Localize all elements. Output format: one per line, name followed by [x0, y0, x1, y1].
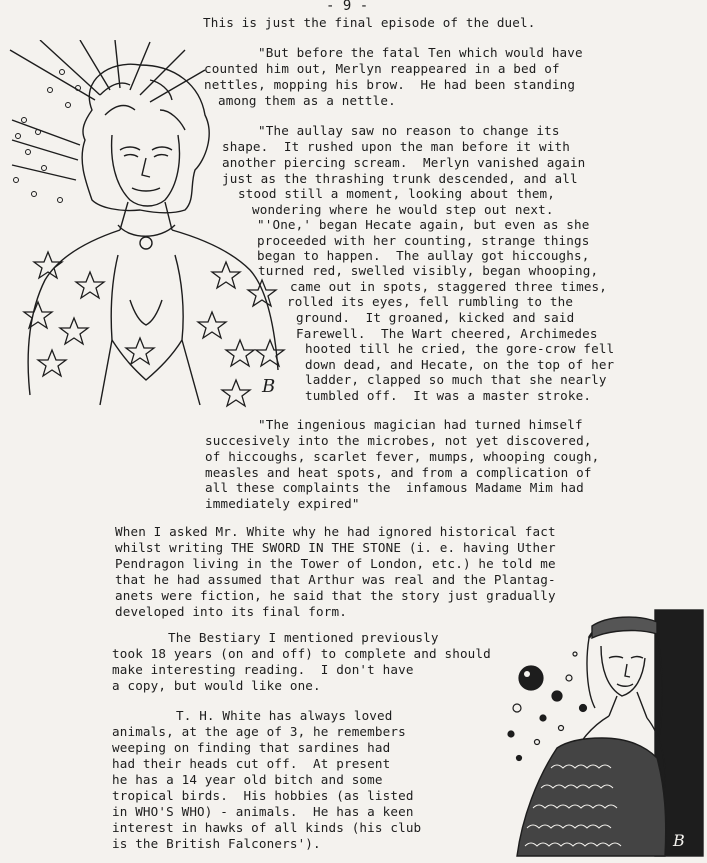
page-number: - 9 - [326, 0, 369, 14]
text-line: weeping on finding that sardines had [112, 740, 391, 755]
text-line: immediately expired" [205, 496, 360, 511]
text-line: began to happen. The aullay got hiccoughs, [257, 248, 590, 263]
text-line: all these complaints the infamous Madame Mim had [205, 480, 584, 495]
text-line: "The aullay saw no reason to change its [258, 123, 560, 138]
text-line: developed into its final form. [115, 604, 347, 619]
text-line: Farewell. The Wart cheered, Archimedes [296, 326, 598, 341]
text-line: came out in spots, staggered three times, [290, 279, 608, 294]
text-line: "'One,' began Hecate again, but even as she [257, 217, 590, 232]
text-line: counted him out, Merlyn reappeared in a bed of [204, 61, 560, 76]
witch-illustration [0, 40, 290, 440]
text-line: When I asked Mr. White why he had ignored historical fact [115, 524, 556, 539]
text-line: animals, at the age of 3, he remembers [112, 724, 406, 739]
text-line: anets were fiction, he said that the story just gradually [115, 588, 556, 603]
text-line: another piercing scream. Merlyn vanished again [222, 155, 586, 170]
text-line: rolled its eyes, fell rumbling to the [287, 294, 574, 309]
text-line: "But before the fatal Ten which would have [258, 45, 583, 60]
text-line: in WHO'S WHO) - animals. He has a keen [112, 804, 414, 819]
text-line: wondering where he would step out next. [252, 202, 554, 217]
text-line: proceeded with her counting, strange things [257, 233, 590, 248]
text-line: stood still a moment, looking about them, [238, 186, 556, 201]
text-line: Pendragon living in the Tower of London, etc.) he told me [115, 556, 556, 571]
text-line: among them as a nettle. [218, 93, 396, 108]
text-line: make interesting reading. I don't have [112, 662, 414, 677]
text-line: hooted till he cried, the gore-crow fell [305, 341, 615, 356]
text-line: had their heads cut off. At present [112, 756, 391, 771]
text-line: interest in hawks of all kinds (his club [112, 820, 422, 835]
text-line: just as the thrashing trunk descended, and all [222, 171, 578, 186]
text-line: he has a 14 year old bitch and some [112, 772, 383, 787]
text-line: "The ingenious magician had turned himself [258, 417, 583, 432]
text-line: is the British Falconers'). [112, 836, 321, 851]
text-line: whilst writing THE SWORD IN THE STONE (i. e. having Uther [115, 540, 556, 555]
artist-signature: B [673, 831, 685, 850]
text-line: tropical birds. His hobbies (as listed [112, 788, 414, 803]
text-line: T. H. White has always loved [176, 708, 393, 723]
artist-signature: B [262, 376, 276, 397]
text-line: that he had assumed that Arthur was real and the Plantag- [115, 572, 556, 587]
text-line: down dead, and Hecate, on the top of her [305, 357, 615, 372]
woman-illustration [497, 608, 707, 858]
text-line: nettles, mopping his brow. He had been standing [204, 77, 576, 92]
text-line: took 18 years (on and off) to complete and should [112, 646, 491, 661]
text-line: of hiccoughs, scarlet fever, mumps, whooping cough, [205, 449, 600, 464]
intro-line: This is just the final episode of the duel. [203, 15, 536, 30]
text-line: turned red, swelled visibly, began whooping, [258, 263, 599, 278]
text-line: The Bestiary I mentioned previously [168, 630, 439, 645]
text-line: shape. It rushed upon the man before it with [222, 139, 570, 154]
text-line: measles and heat spots, and from a complication of [205, 465, 592, 480]
text-line: tumbled off. It was a master stroke. [305, 388, 592, 403]
text-line: succesively into the microbes, not yet discovered, [205, 433, 592, 448]
text-line: ground. It groaned, kicked and said [296, 310, 575, 325]
text-line: ladder, clapped so much that she nearly [305, 372, 607, 387]
text-line: a copy, but would like one. [112, 678, 321, 693]
